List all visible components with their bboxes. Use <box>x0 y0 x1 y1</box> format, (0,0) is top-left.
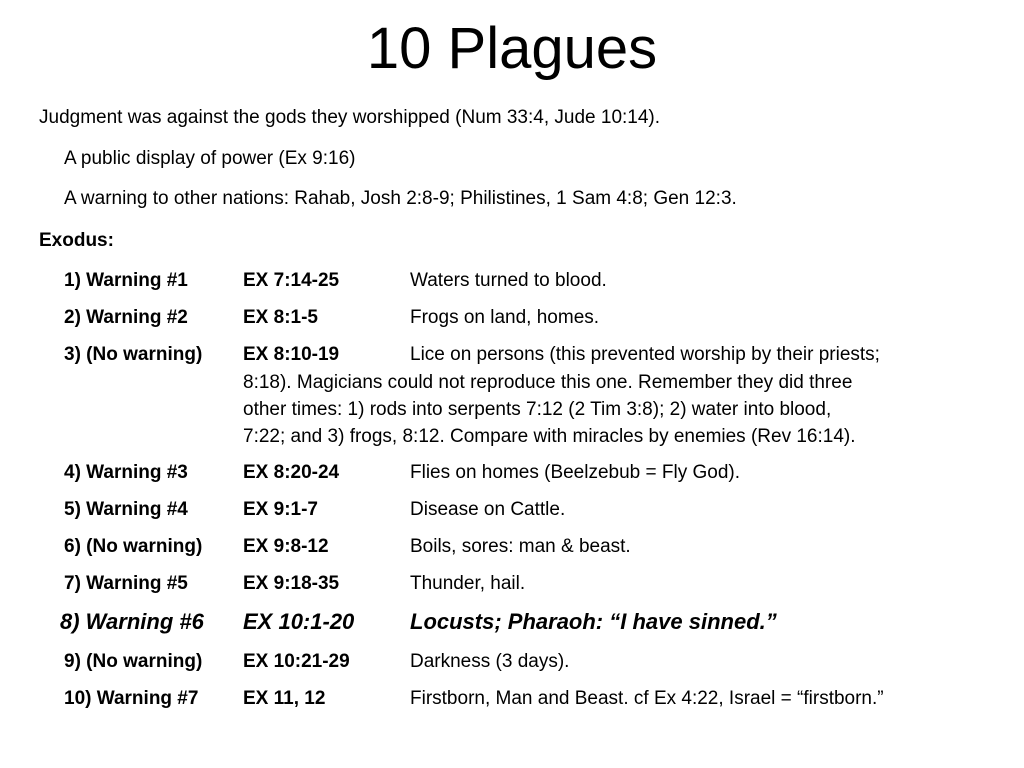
plague-reference: EX 8:10-19 <box>243 344 340 365</box>
plague-description: Darkness (3 days). <box>410 651 570 672</box>
plague-number: 7) Warning #5 <box>64 573 188 594</box>
plague-description: Locusts; Pharaoh: “I have sinned.” <box>410 609 777 634</box>
plague-number: 2) Warning #2 <box>64 307 188 328</box>
plague-description: Boils, sores: man & beast. <box>410 536 631 557</box>
plague-number: 5) Warning #4 <box>64 499 188 520</box>
plague-reference: EX 8:1-5 <box>243 307 318 328</box>
plague-number: 8) Warning #6 <box>60 609 204 634</box>
plague-description: Waters turned to blood. <box>410 270 607 291</box>
slide-title: 10 Plagues <box>366 16 658 81</box>
plague-reference: EX 7:14-25 <box>243 270 340 291</box>
plague-reference: EX 11, 12 <box>243 688 326 709</box>
plague-description: Frogs on land, homes. <box>410 307 600 328</box>
plague-number: 6) (No warning) <box>64 536 203 557</box>
plague-reference: EX 9:1-7 <box>243 499 318 520</box>
section-heading-exodus: Exodus: <box>39 230 114 251</box>
plague-description: Thunder, hail. <box>410 573 526 594</box>
plague-description: Lice on persons (this prevented worship by their priests; <box>410 344 880 365</box>
plague-number: 9) (No warning) <box>64 651 203 672</box>
plague-reference: EX 9:18-35 <box>243 573 340 594</box>
plague-description-continuation: 7:22; and 3) frogs, 8:12. Compare with miracles by enemies (Rev 16:14). <box>243 426 856 447</box>
plague-reference: EX 10:1-20 <box>243 609 355 634</box>
plague-description-continuation: other times: 1) rods into serpents 7:12 (2 Tim 3:8); 2) water into blood, <box>243 399 832 420</box>
point-public-display: A public display of power (Ex 9:16) <box>64 148 356 169</box>
plague-description-continuation: 8:18). Magicians could not reproduce this one. Remember they did three <box>243 372 853 393</box>
plague-reference: EX 10:21-29 <box>243 651 350 672</box>
point-warning-nations: A warning to other nations: Rahab, Josh 2:8-9; Philistines, 1 Sam 4:8; Gen 12:3. <box>64 188 737 209</box>
plague-description: Disease on Cattle. <box>410 499 566 520</box>
intro-text: Judgment was against the gods they worshipped (Num 33:4, Jude 10:14). <box>39 107 661 128</box>
plague-number: 10) Warning #7 <box>64 688 199 709</box>
plague-number: 3) (No warning) <box>64 344 203 365</box>
plague-number: 4) Warning #3 <box>64 462 188 483</box>
plague-reference: EX 9:8-12 <box>243 536 329 557</box>
plague-description: Flies on homes (Beelzebub = Fly God). <box>410 462 741 483</box>
plague-description: Firstborn, Man and Beast. cf Ex 4:22, Israel = “firstborn.” <box>410 688 884 709</box>
plague-number: 1) Warning #1 <box>64 270 188 291</box>
plague-reference: EX 8:20-24 <box>243 462 340 483</box>
